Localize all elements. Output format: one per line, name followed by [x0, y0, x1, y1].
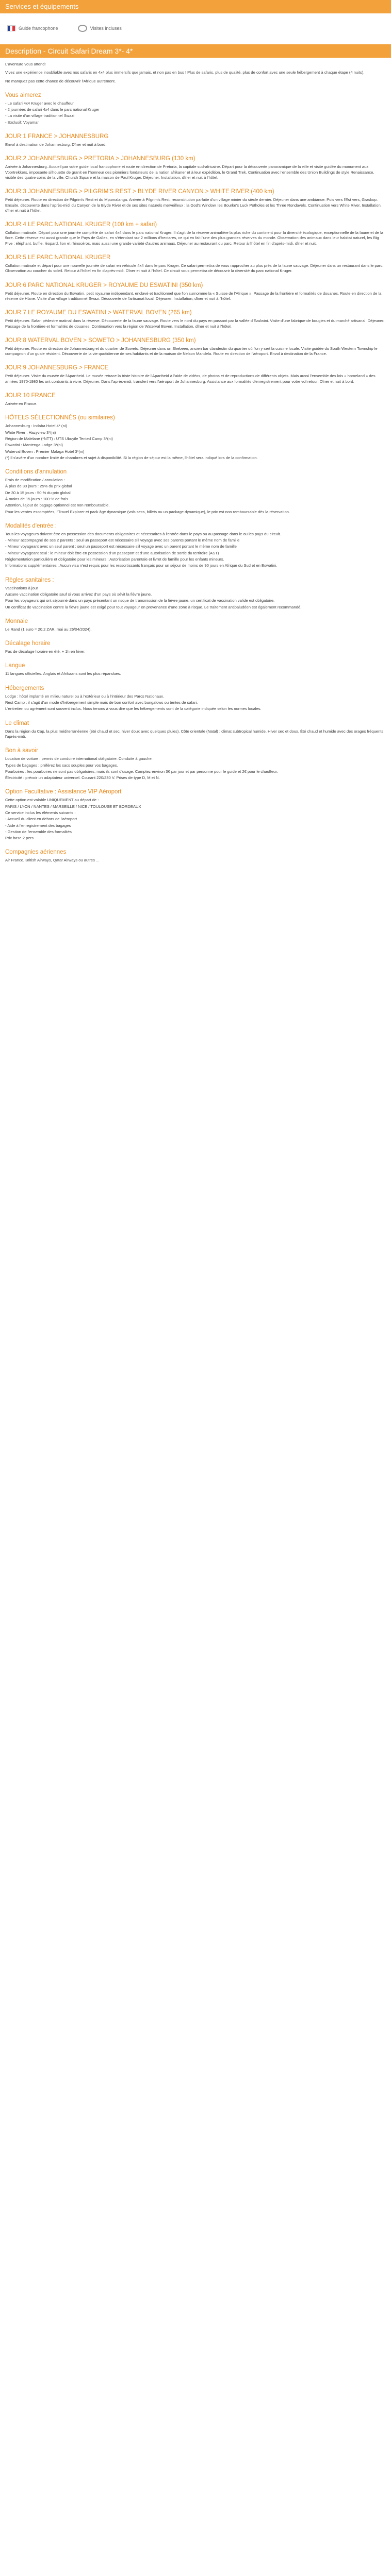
- section-heading: Le climat: [5, 720, 29, 726]
- section-line: L'entretien ou agrément sont souvent inclus. Nous tenons à vous dire que les hébergements sont de la catégorie indiquée selon les normes locales.: [5, 706, 262, 711]
- description-content: [0, 58, 391, 871]
- section-heading: Vous aimerez: [5, 92, 41, 98]
- intro-line: Ne manquez pas cette chance de découvrir l'Afrique autrement.: [5, 78, 116, 83]
- section-heading: Règles sanitaires :: [5, 577, 54, 583]
- section-line: Petit déjeuner. Safari pédestre matinal dans la réserve. Découverte de la faune sauvage. Route vers le nord du pays en passant par la vallée d'Ezulwini. Visite d'une fabrique de bougies et du marché artisanal. Déjeuner. Passage de la frontière et formalités de douanes. Continuation vers la région de Waterval Boven. Installation, dîner et nuit à l'hôtel.: [5, 318, 385, 329]
- section-line: Attention, l'ajout de bagage optionnel est non remboursable.: [5, 503, 110, 508]
- section-body: [5, 291, 386, 302]
- section-line: Électricité : prévoir un adaptateur universel. Courant 220/230 V. Prises de type D, M et N.: [5, 775, 160, 781]
- section-line: Collation matinale. Départ pour une journée complète de safari 4x4 dans le parc national Kruger. Il s'agit de la réserve animalière la plus riche du continent pour la diversité écologique, exceptionnelle de la faune et de la flore. Cette réserve est aussi grande que le Pays de Galles, en s'étendant sur 2 millions d'hectares, ce qui en fait l'une des plus grandes réserves du monde. Observation des animaux dans leur habitat naturel, les Big Five : éléphant, buffle, léopard, lion et rhinocéros, mais aussi une grande variété d'autres animaux. Déjeuner au restaurant du parc. Retour à l'hôtel en fin d'après-midi, dîner et nuit.: [5, 230, 384, 246]
- section-body: [5, 478, 386, 515]
- section-line: - La visite d'un village traditionnel Swazi: [5, 113, 74, 118]
- section-heading: Langue: [5, 663, 25, 669]
- section-line: - Mineur accompagné de ses 2 parents : seul un passeport est nécessaire s'il voyage avec ses parents portant le même nom de famille: [5, 538, 240, 543]
- section-line: Aucune vaccination obligatoire sauf si vous arrivez d'un pays où sévit la fièvre jaune.: [5, 591, 152, 597]
- section-heading: JOUR 5 LE PARC NATIONAL KRUGER: [5, 255, 111, 261]
- section-line: Petit déjeuner. Route en direction de Pilgrim's Rest et du Mpumalanga. Arrivée à Pilgrim's Rest, reconstitution parfaite d'un village minier du siècle dernier. Déjeuner dans une ambiance. Puis vers l'Est vers, Graskop. Ensuite, découverte dans l'après-midi du Canyon de la Blyde River et de ses sites naturels merveilleux : la God's Window, les Bourke's Luck Potholes et les Three Rondavels. Continuation vers White River. Installation, dîner et nuit à l'hôtel.: [5, 197, 382, 213]
- section-heading: JOUR 9 JOHANNESBURG > FRANCE: [5, 365, 109, 371]
- section-body: [5, 374, 386, 384]
- section-line: À moins de 15 jours : 100 % de frais: [5, 496, 68, 501]
- section-heading: Modalités d'entrée :: [5, 522, 57, 529]
- section-line: - Mineur voyageant seul : le mineur doit être en possession d'un passeport et d'une autorisation de sortie du territoire (AST): [5, 550, 219, 555]
- section-body: [5, 101, 386, 125]
- section-body: [5, 729, 386, 740]
- section-heading: JOUR 10 FRANCE: [5, 393, 56, 399]
- section-line: Lodge : hôtel implanté en milieu naturel ou à l'extérieur ou à l'intérieur des Parcs Nationaux.: [5, 693, 165, 699]
- section-line: Types de bagages : préférez les sacs souples pour vos bagages.: [5, 762, 118, 768]
- section-heading: Compagnies aériennes: [5, 849, 67, 856]
- sections: [5, 92, 386, 863]
- section-body: [5, 263, 386, 274]
- section-line: White River : Hazyview 3*(ni): [5, 430, 56, 435]
- section-heading: JOUR 2 JOHANNESBURG > PRETORIA > JOHANNESBURG (130 km): [5, 156, 196, 162]
- section-body: [5, 197, 386, 213]
- section-heading: JOUR 3 JOHANNESBURG > PILGRIM'S REST > BLYDE RIVER CANYON > WHITE RIVER (400 km): [5, 189, 274, 195]
- section-heading: Conditions d'annulation: [5, 469, 67, 476]
- section-line: Région de Malelane (*NTT) : UTS Ubuyile Tented Camp 3*(ni): [5, 436, 113, 441]
- section-line: Pas de décalage horaire en été, + 1h en hiver.: [5, 649, 86, 654]
- section-heading: Option Facultative : Assistance VIP Aéroport: [5, 789, 122, 795]
- section-line: Tous les voyageurs doivent être en possession des documents obligatoires et nécessaires à l'entrée dans le pays ou au passage dans le ou les pays du circuit.: [5, 531, 281, 536]
- section-body: [5, 586, 386, 610]
- section-line: Frais de modification / annulation :: [5, 478, 65, 483]
- section-body: [5, 230, 386, 246]
- section-heading: Hébergements: [5, 685, 44, 691]
- eye-icon: [78, 25, 87, 32]
- section-heading: JOUR 7 LE ROYAUME DU ESWATINI > WATERVAL BOVEN (265 km): [5, 310, 192, 316]
- service-visits: [78, 25, 122, 32]
- section-line: - 2 journées de safari 4x4 dans le parc national Kruger: [5, 107, 100, 112]
- section-line: Arrivée à Johannesburg. Accueil par votre guide local francophone et route en direction de Pretoria, la capitale sud-africaine. Départ pour la découverte panoramique de la ville et visite guidée du monument aux Voortrekkers, imposante silhouette de granit en l'honneur des pionniers fondateurs de la nation afrikaner et à leur expédition, le Grand Trek. Continuation avec l'ensemble des Union Buildings de style Renaissance, visible des quatre coins de la ville, Church Square et la maison de Paul Kruger. Déjeuner. Installation, dîner et nuit à l'hôtel.: [5, 164, 374, 180]
- intro-line: L'aventure vous attend!: [5, 62, 46, 66]
- section-heading: JOUR 8 WATERVAL BOVEN > SOWETO > JOHANNESBURG (350 km): [5, 337, 196, 344]
- section-line: Eswatini : Mantenga Lodge 3*(ni): [5, 443, 63, 448]
- section-line: Location de voiture : permis de conduire international obligatoire. Conduite à gauche.: [5, 756, 153, 761]
- section-body: [5, 694, 386, 712]
- section-line: Pourboires : les pourboires ne sont pas obligatoires, mais ils sont d'usage. Comptez environ 3€ par jour et par personne pour le guide et 2€ pour le chauffeur.: [5, 769, 278, 774]
- section-line: Pour les voyageurs qui ont séjourné dans un pays présentant un risque de transmission de la fièvre jaune, un certificat de vaccination valide est obligatoire.: [5, 598, 275, 603]
- section-heading: Décalage horaire: [5, 640, 51, 647]
- section-line: Ce service inclus les éléments suivants :: [5, 810, 76, 815]
- section-line: Le Rand (1 euro = 20.2 ZAR, mai au 26/04/2024).: [5, 626, 92, 632]
- section-line: Pour les ventes escomptées, l'Travel Explorer et pack âge dynamique (vols secs, billets ou un package dynamique), le prix est non remboursable dès la réservation.: [5, 509, 290, 514]
- section-line: (*) Il s'avère d'un nombre limité de chambres et sujet à disponibilité. Si la région de séjour est la même, l'hôtel sera indiqué lors de la confirmation.: [5, 455, 258, 460]
- service-visits-label: Visites incluses: [90, 26, 122, 31]
- services-list: [0, 13, 391, 41]
- service-guide-label: Guide francophone: [19, 26, 58, 31]
- section-line: 11 langues officielles. Anglais et Afrikaans sont les plus répandues.: [5, 671, 121, 676]
- section-line: Réglementation particulière et obligatoire pour les mineurs : Autorisation parentale et livret de famille pour les enfants mineurs.: [5, 557, 224, 562]
- section-body: [5, 318, 386, 329]
- section-body: [5, 532, 386, 569]
- section-body: [5, 627, 386, 632]
- section-heading: HÔTELS SÉLECTIONNÉS (ou similaires): [5, 415, 115, 421]
- section-line: Dans la région du Cap, la plus méditerranéenne (été chaud et sec, hiver doux avec quelques pluies). Côte orientale (Natal) : climat subtropical humide. Hiver sec et doux. Été chaud et humide avec des orages fréquents l'après-midi.: [5, 728, 384, 739]
- section-body: [5, 142, 386, 147]
- section-line: Prix base 2 pers: [5, 836, 34, 841]
- section-line: Petit déjeuner. Visite du musée de l'Apartheid. Le musée retrace la triste histoire de l'Apartheid à l'aide de vidéos, de photos et de reproductions de différents objets. Mais aussi l'ensemble des lois « homeland » des années 1970-1980 les ont contraints à vivre. Déjeuner. Dans l'après-midi, transfert vers l'aéroport de Johannesburg. Assistance aux formalités d'enregistrement pour votre vol retour. Dîner et nuit à bord.: [5, 374, 376, 384]
- intro-line: Vivez une expérience inoubliable avec nos safaris en 4x4 plus immersifs que jamais, et non pas en bus ! Plus de safaris, plus de qualité, plus de confort avec une seule hébergement à chaque étape (4 nuits).: [5, 70, 365, 75]
- section-line: Air France, British Airways, Qatar Airways ou autres ...: [5, 858, 100, 863]
- section-line: Petit déjeuner. Route en direction du Eswatini, petit royaume indépendant, enclavé et traditionnel que l'on surnomme la « Suisse de l'Afrique ». Passage de la frontière et formalités de douanes. Route en direction de la réserve de Hlane. Visite d'un village traditionnel Swazi. Découverte de l'artisanat local. Déjeuner. Installation, dîner et nuit à l'hôtel.: [5, 291, 382, 301]
- section-line: Johannesburg : Indaba Hotel 4* (ni): [5, 423, 67, 429]
- section-line: - Aide à l'enregistrement des bagages: [5, 823, 71, 828]
- section-body: [5, 423, 386, 461]
- description-bar: Description - Circuit Safari Dream 3*- 4*: [0, 44, 391, 58]
- section-line: - Mineur voyageant avec un seul parent : seul un passeport est nécessaire s'il voyage avec un parent portant le même nom de famille: [5, 544, 237, 549]
- services-bar: Services et équipements: [0, 0, 391, 13]
- section-line: À plus de 30 jours : 25% du prix global: [5, 484, 72, 489]
- section-heading: JOUR 4 LE PARC NATIONAL KRUGER (100 km + safari): [5, 222, 157, 228]
- section-body: [5, 346, 386, 357]
- section-heading: Monnaie: [5, 618, 28, 624]
- section-body: [5, 164, 386, 180]
- section-line: Vaccinations à jour: [5, 585, 38, 590]
- section-line: - Exclusif: Voyamar: [5, 120, 39, 125]
- section-line: Petit déjeuner. Route en direction de Johannesburg et du quartier de Soweto. Déjeuner dans un Shebeen, ancien bar clandestin du quartier où l'on y sert la cuisine locale. Visite guidée du South Western Township le compagnon d'un guide résident. Découverte de la vie quotidienne de ses habitants et de la maison de Nelson Mandela. Route en direction de l'aéroport. Envol à destination de la France.: [5, 346, 378, 357]
- section-line: Cette option est valable UNIQUEMENT au départ de :: [5, 798, 99, 803]
- section-line: Waterval Boven : Premier Malaga Hotel 3*(ni): [5, 449, 85, 454]
- section-line: Informations supplémentaires : Aucun visa n'est requis pour les ressortissants français pour un séjour de moins de 90 jours en Afrique du Sud et en Eswatini.: [5, 563, 278, 568]
- section-body: [5, 649, 386, 654]
- section-line: Collation matinale et départ pour une nouvelle journée de safari en véhicule 4x4 dans le parc Kruger. Ce safari permettra de vous rapprocher au plus près de la faune sauvage. Déjeuner dans un restaurant dans le parc. Observation au coucher du soleil. Retour à l'hôtel en fin d'après-midi. Dîner et nuit à l'hôtel. Ce circuit vous permettra de découvrir la diversité du parc national Kruger.: [5, 263, 384, 274]
- section-heading: JOUR 6 PARC NATIONAL KRUGER > ROYAUME DU ESWATINI (350 km): [5, 282, 203, 289]
- section-line: Un certificat de vaccination contre la fièvre jaune est exigé pour tout voyageur en provenance d'une zone à risque. Le traitement antipaludéen est également recommandé.: [5, 604, 302, 609]
- service-guide: [7, 25, 58, 32]
- section-body: [5, 401, 386, 406]
- section-line: - Gestion de l'ensemble des formalités: [5, 829, 72, 834]
- section-line: Envol à destination de Johannesburg. Dîner et nuit à bord.: [5, 142, 107, 147]
- section-heading: Bon à savoir: [5, 748, 38, 754]
- section-line: - Le safari 4x4 Kruger avec le chauffeur: [5, 100, 74, 106]
- section-body: [5, 858, 386, 863]
- section-heading: JOUR 1 FRANCE > JOHANNESBURG: [5, 133, 109, 140]
- section-line: Rest Camp : il s'agit d'un mode d'hébergement simple mais de bon confort avec bungalows ou tentes de safari.: [5, 700, 198, 705]
- french-flag-icon: [7, 25, 15, 31]
- section-body: [5, 671, 386, 676]
- section-line: De 30 à 15 jours : 50 % du prix global: [5, 490, 71, 495]
- section-line: - Accueil du client en dehors de l'aéroport: [5, 817, 77, 822]
- section-body: [5, 756, 386, 781]
- section-line: PARIS / LYON / NANTES / MARSEILLE / NICE / TOULOUSE ET BORDEAUX: [5, 804, 141, 809]
- section-line: Arrivée en France.: [5, 401, 38, 406]
- section-body: [5, 798, 386, 841]
